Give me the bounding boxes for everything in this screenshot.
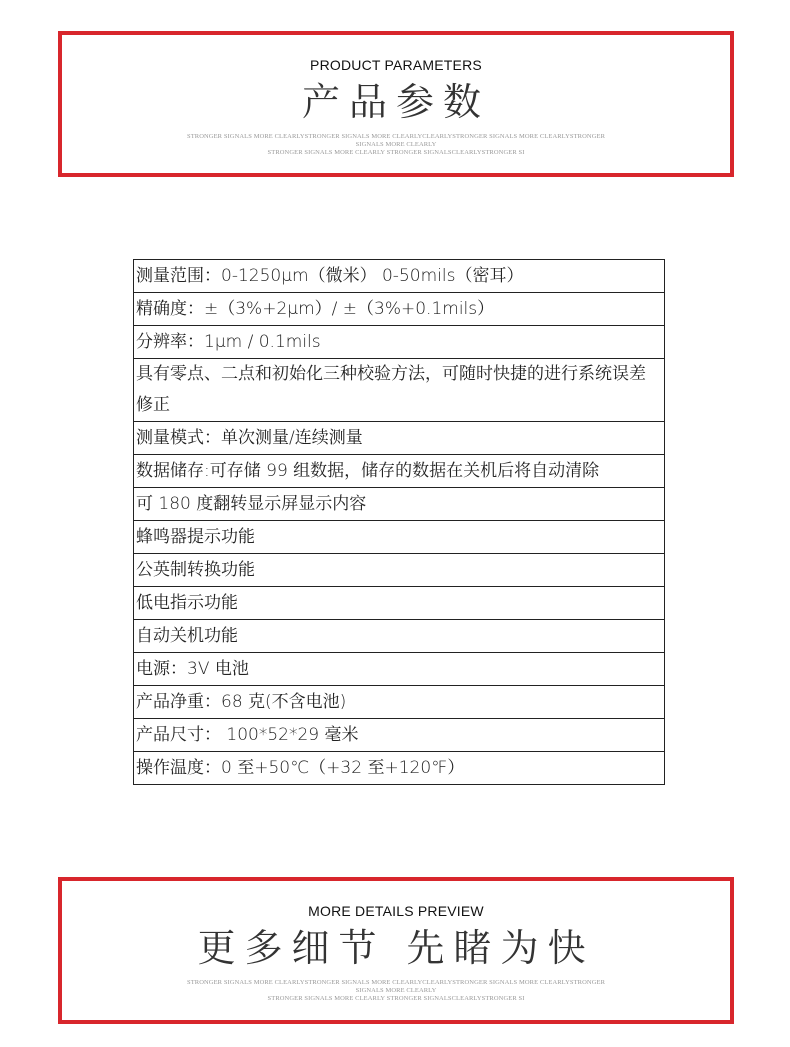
param-cell: 产品尺寸： 100*52*29 毫米 [134,719,665,752]
table-row [134,686,665,719]
param-cell: 自动关机功能 [134,620,665,653]
table-row [134,422,665,455]
param-cell: 操作温度：0 至+50℃（+32 至+120℉） [134,752,665,785]
table-row [134,554,665,587]
param-cell: 低电指示功能 [134,587,665,620]
banner-title-en: PRODUCT PARAMETERS [310,57,482,73]
param-cell: 电源：3V 电池 [134,653,665,686]
table-row [134,521,665,554]
table-row [134,326,665,359]
table-row [134,752,665,785]
table-row [134,488,665,521]
banner-fine-line-1: STRONGER SIGNALS MORE CLEARLYSTRONGER SIGNALS MORE CLEARLYCLEARLYSTRONGER SIGNALS MORE CLEARLYSTRONGER SIGNALS MORE CLEARLY [186,133,606,148]
param-cell: 分辨率：1μm / 0.1mils [134,326,665,359]
param-cell: 公英制转换功能 [134,554,665,587]
param-cell: 可 180 度翻转显示屏显示内容 [134,488,665,521]
param-cell: 产品净重：68 克(不含电池) [134,686,665,719]
param-cell: 测量范围：0-1250μm（微米） 0-50mils（密耳） [134,260,665,293]
param-cell: 具有零点、二点和初始化三种校验方法，可随时快捷的进行系统误差修正 [134,359,665,422]
table-row [134,587,665,620]
table-row [134,359,665,422]
table-row [134,260,665,293]
table-row [134,653,665,686]
banner-fine-print [186,979,606,1003]
table-row [134,455,665,488]
product-parameters-banner [58,31,734,177]
parameters-table [133,259,665,785]
table-row [134,719,665,752]
banner-title-zh: 更多细节 先睹为快 [197,926,595,970]
param-cell: 蜂鸣器提示功能 [134,521,665,554]
table-row [134,293,665,326]
banner-fine-line-2: STRONGER SIGNALS MORE CLEARLY STRONGER SIGNALSCLEARLYSTRONGER SI [267,995,525,1002]
banner-fine-line-1: STRONGER SIGNALS MORE CLEARLYSTRONGER SIGNALS MORE CLEARLYCLEARLYSTRONGER SIGNALS MORE CLEARLYSTRONGER SIGNALS MORE CLEARLY [186,979,606,994]
param-cell: 数据储存:可存储 99 组数据，储存的数据在关机后将自动清除 [134,455,665,488]
more-details-banner [58,877,734,1024]
param-cell: 测量模式：单次测量/连续测量 [134,422,665,455]
banner-fine-line-2: STRONGER SIGNALS MORE CLEARLY STRONGER SIGNALSCLEARLYSTRONGER SI [267,149,525,156]
table-row [134,620,665,653]
banner-fine-print [186,133,606,157]
param-cell: 精确度：±（3%+2μm）/ ±（3%+0.1mils） [134,293,665,326]
banner-title-zh: 产品参数 [301,80,490,124]
banner-title-en: MORE DETAILS PREVIEW [308,903,484,919]
